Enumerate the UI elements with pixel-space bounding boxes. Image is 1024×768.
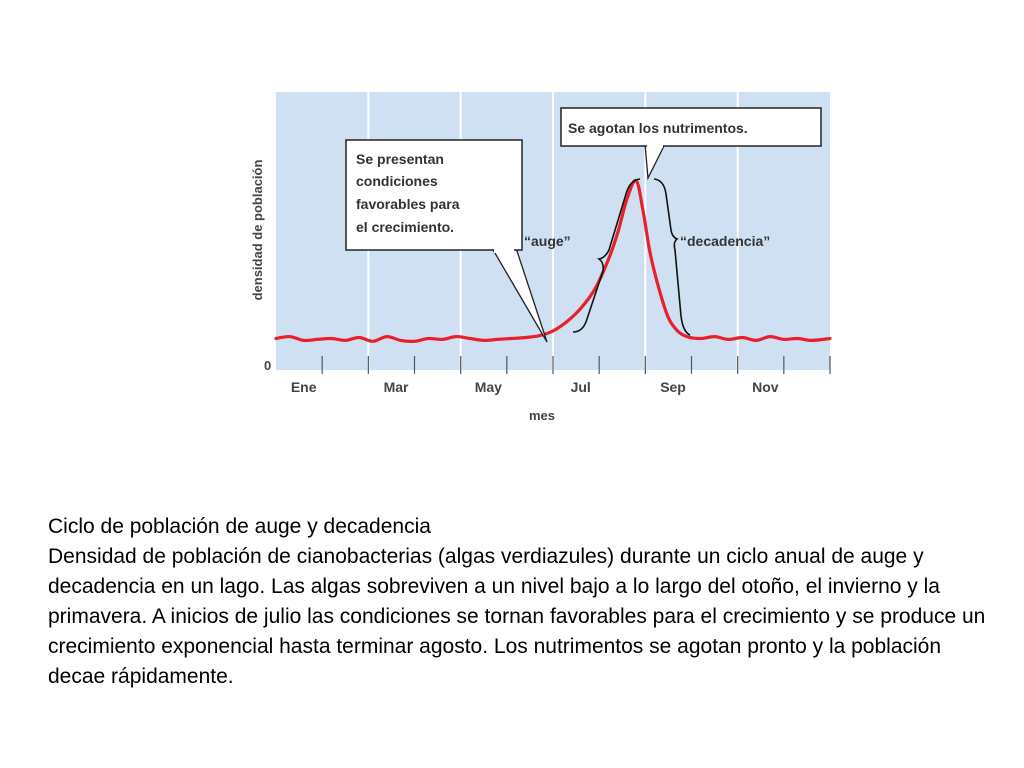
x-axis-label: mes [528, 408, 556, 423]
figure-caption [48, 512, 988, 692]
x-tick-labels [291, 379, 779, 395]
callout-favorable-line-1: Se presentan [356, 151, 444, 167]
y-axis-label: densidad de población [250, 159, 265, 301]
caption-title: Ciclo de población de auge y decadencia [48, 515, 431, 538]
population-chart [240, 80, 840, 430]
callout-favorable-line-2: condiciones [356, 173, 438, 189]
boom-label: “auge” [524, 233, 571, 249]
x-tick-label-ene: Ene [290, 379, 317, 395]
y-zero-label: 0 [264, 358, 272, 373]
x-tick-label-mar: Mar [383, 379, 409, 395]
callout-nutrients-text: Se agotan los nutrimentos. [568, 120, 748, 136]
callout-favorable-line-3: favorables para [356, 196, 460, 212]
bust-label: “decadencia” [680, 233, 771, 249]
x-tick-label-jul: Jul [570, 379, 591, 395]
callout-favorable-line-4: el crecimiento. [356, 219, 455, 235]
x-tick-label-sep: Sep [660, 379, 686, 395]
x-tick-label-may: May [474, 379, 502, 395]
x-tick-label-nov: Nov [752, 379, 779, 395]
caption-body: Densidad de población de cianobacterias (algas verdiazules) durante un ciclo anual de auge y decadencia en un lago. Las algas sobreviven a un nivel bajo a lo largo del otoño, el invierno y la primavera. A inicios de julio las condiciones se tornan favorables para el crecimiento y se produce un crecimiento exponencial hasta terminar agosto. Los nutrimentos se agotan pronto y la población decae rápidamente. [48, 545, 986, 688]
